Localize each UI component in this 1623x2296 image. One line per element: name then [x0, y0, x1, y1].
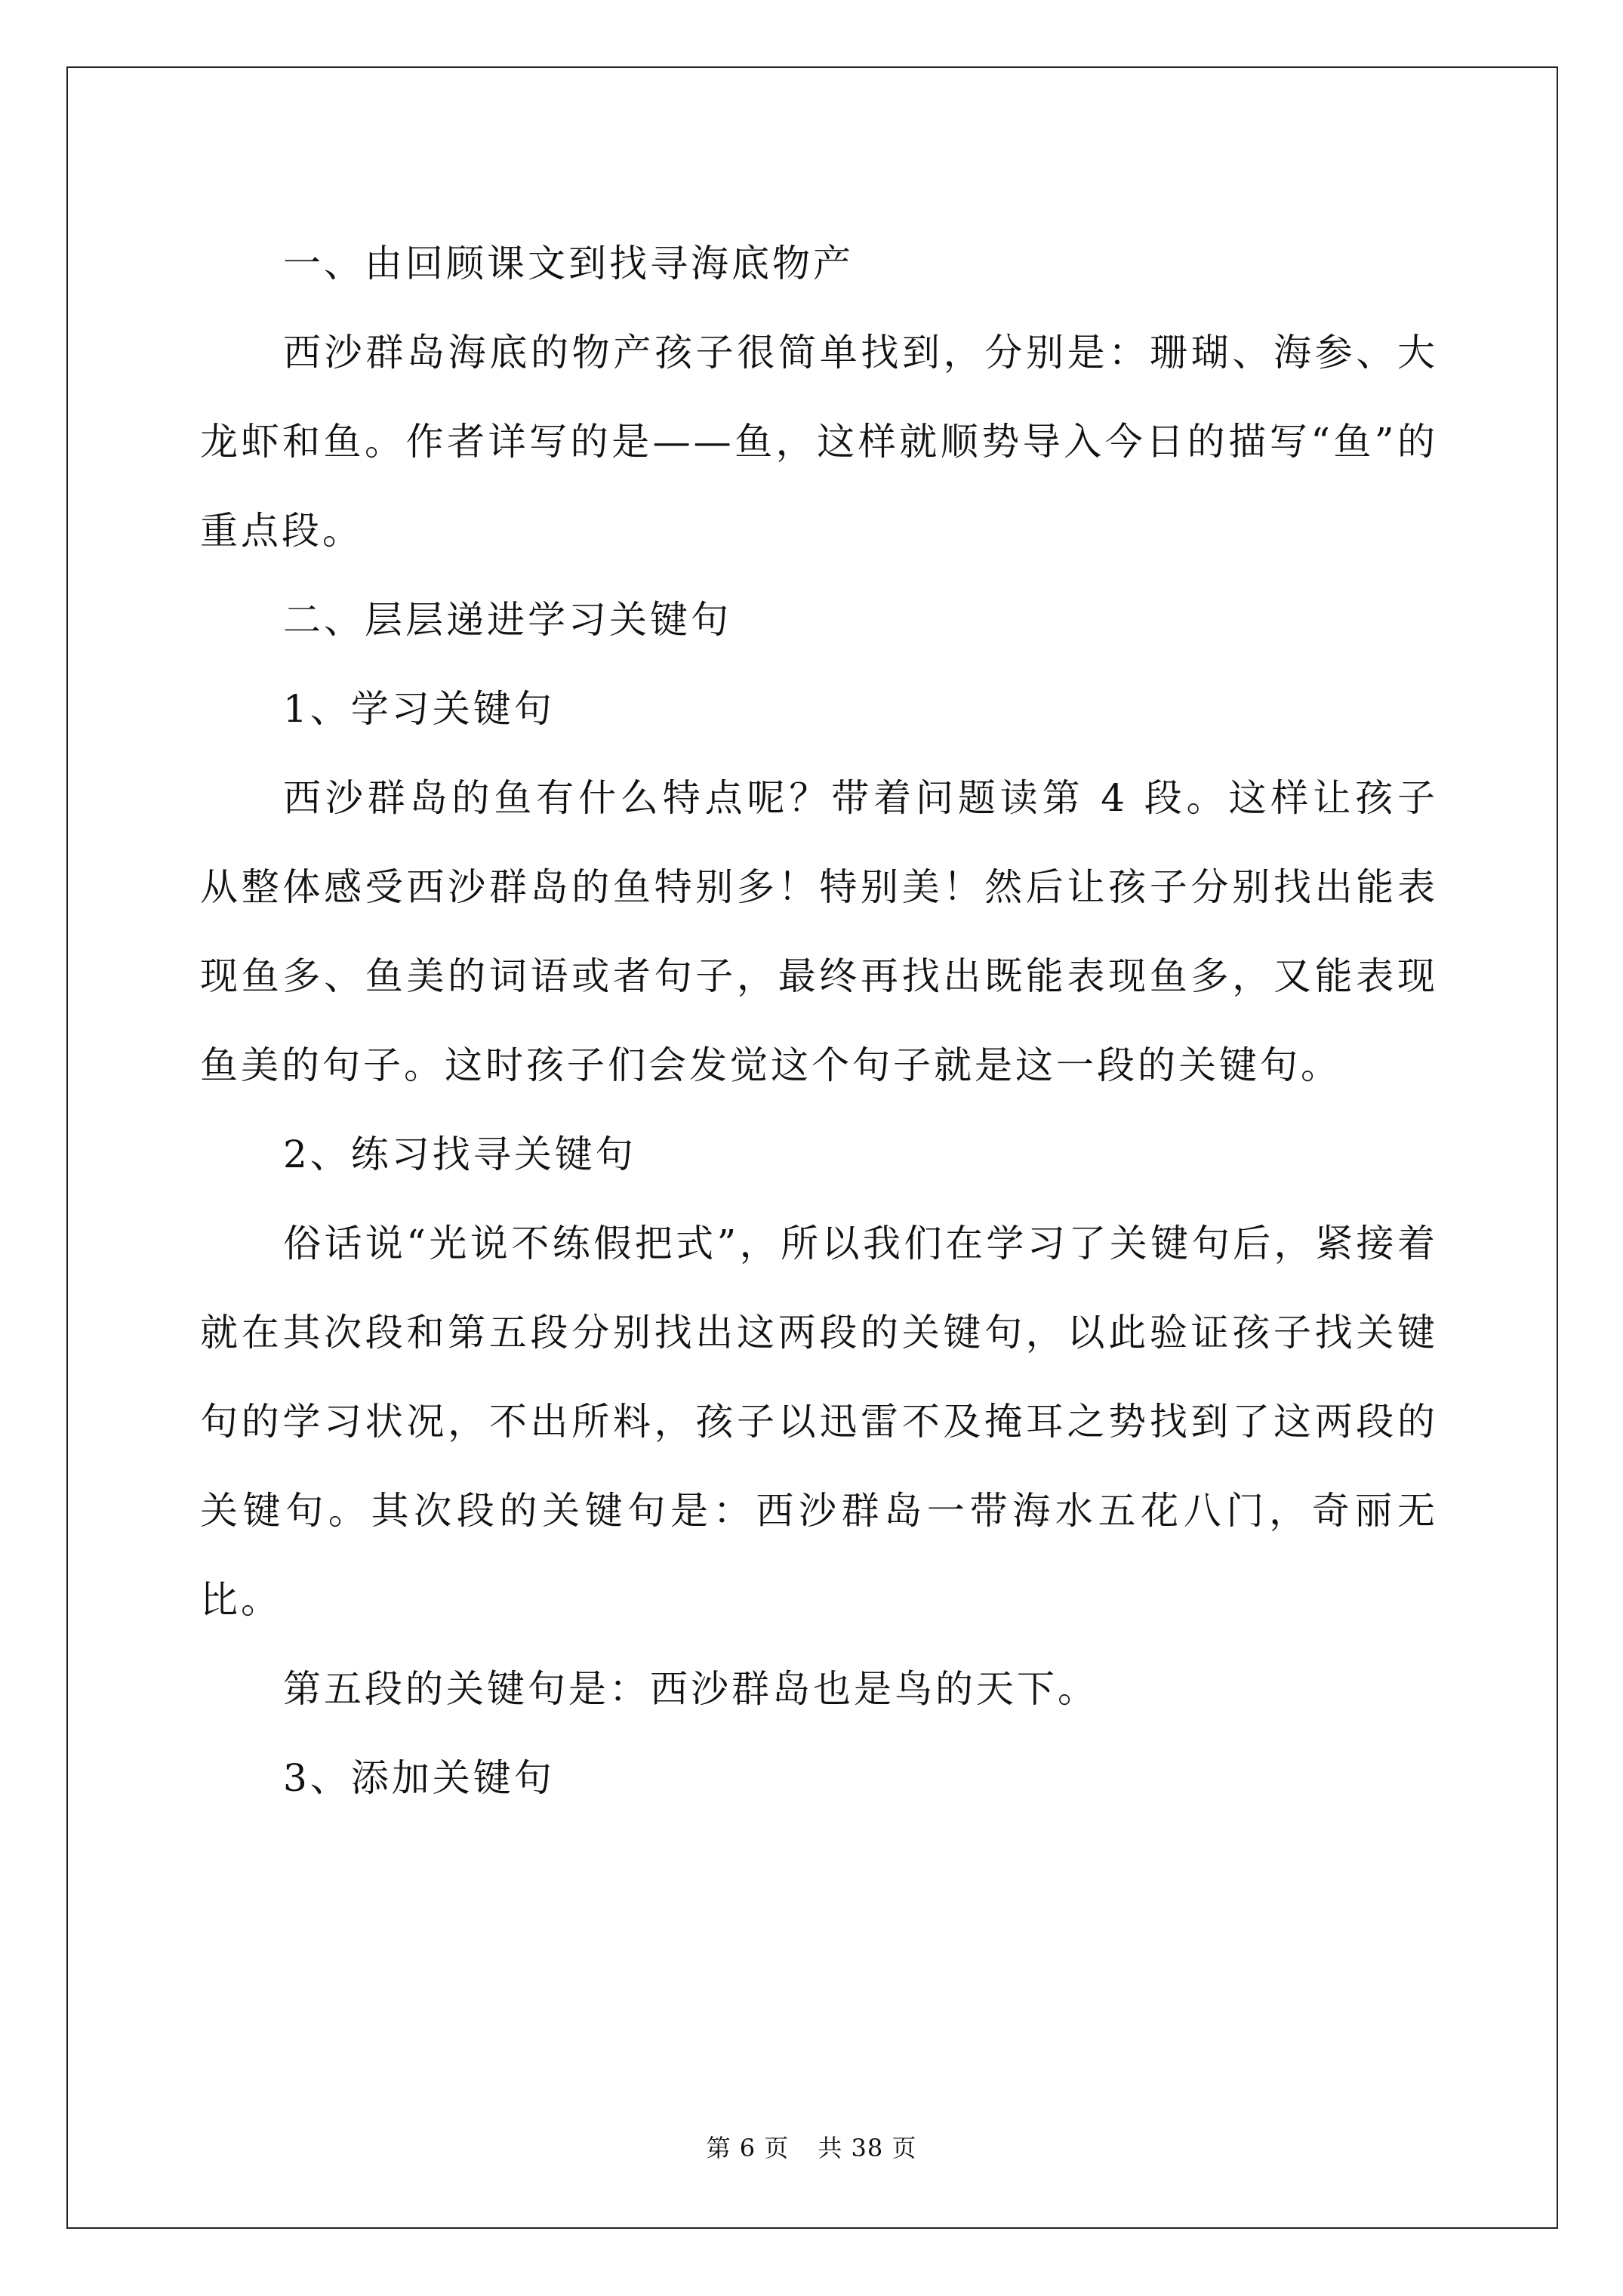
paragraph-fish-features: 西沙群岛的鱼有什么特点呢？带着问题读第 4 段。这样让孩子从整体感受西沙群岛的鱼特别多！特别美！然后让孩子分别找出能表现鱼多、鱼美的词语或者句子，最终再找出既能表现鱼多，又能表现鱼美的句子。这时孩子们会发觉这个句子就是这一段的关键句。 — [200, 776, 1438, 1087]
subheading-practice-key-sentence: 2、练习找寻关键句 — [283, 1133, 636, 1176]
page-footer — [0, 2133, 1623, 2163]
subheading-learn-key-sentence: 1、学习关键句 — [283, 687, 555, 731]
paragraph-practice: 俗话说“光说不练假把式”，所以我们在学习了关键句后，紧接着就在其次段和第五段分别找出这两段的关键句，以此验证孩子找关键句的学习状况，不出所料，孩子以迅雷不及掩耳之势找到了这两段的关键句。其次段的关键句是：西沙群岛一带海水五花八门，奇丽无比。 — [200, 1222, 1438, 1622]
heading-section-2: 二、层层递进学习关键句 — [283, 598, 731, 642]
total-pages: 共 38 页 — [818, 2134, 917, 2162]
document-body — [200, 219, 1438, 1823]
subheading-add-key-sentence: 3、添加关键句 — [283, 1756, 555, 1800]
heading-section-1: 一、由回顾课文到找寻海底物产 — [283, 242, 854, 285]
page-number: 第 6 页 — [706, 2134, 790, 2162]
paragraph-fifth-section: 第五段的关键句是：西沙群岛也是鸟的天下。 — [283, 1667, 1098, 1711]
paragraph-sea-products: 西沙群岛海底的物产孩子很简单找到，分别是：珊瑚、海参、大龙虾和鱼。作者详写的是——鱼，这样就顺势导入今日的描写“鱼”的重点段。 — [200, 331, 1438, 553]
